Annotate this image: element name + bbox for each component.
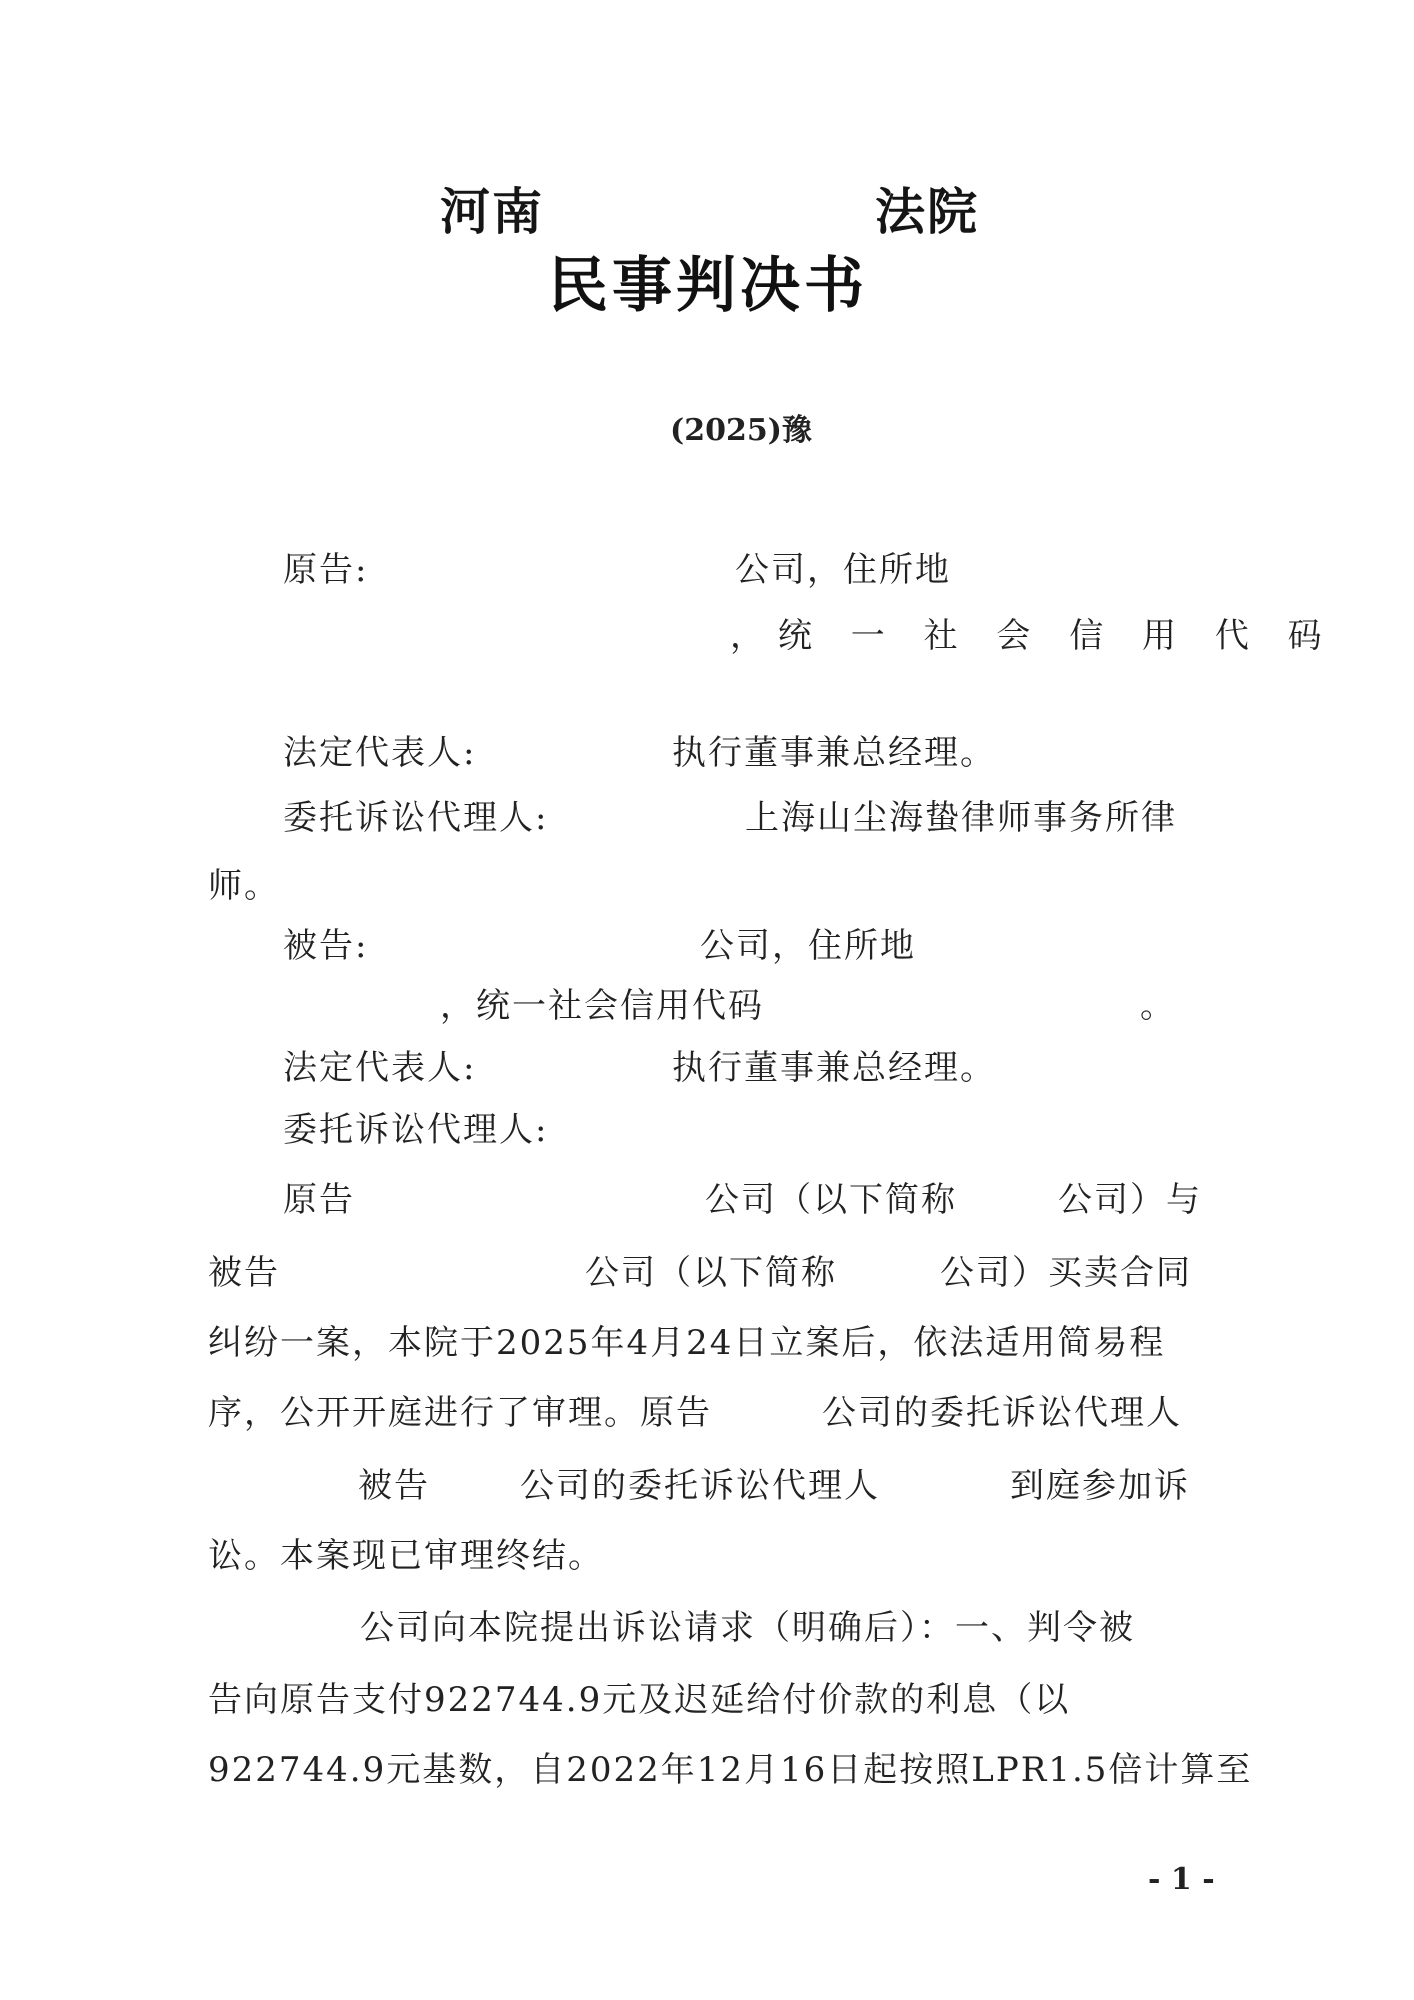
p1-line5-a: 被告: [358, 1466, 430, 1506]
plaintiff-rep-label: 法定代表人:: [283, 733, 477, 773]
p1-line4-b: 公司的委托诉讼代理人: [822, 1393, 1182, 1433]
court-name-right: 法院: [875, 182, 979, 241]
plaintiff-agent-label: 委托诉讼代理人:: [283, 798, 549, 838]
plaintiff-agent-firm: 上海山尘海蛰律师事务所律: [745, 798, 1177, 838]
p1-line1-c: 公司）与: [1058, 1180, 1202, 1220]
court-name-left: 河南: [440, 182, 544, 241]
p1-line1-b: 公司（以下简称: [705, 1180, 957, 1220]
plaintiff-company: 公司，住所地: [735, 550, 951, 590]
p1-line4-a: 序，公开开庭进行了审理。原告: [208, 1393, 712, 1433]
p1-line5-b: 公司的委托诉讼代理人: [520, 1466, 880, 1506]
plaintiff-credit-code: ，统 一 社 会 信 用 代 码: [730, 616, 1336, 656]
p1-line1-a: 原告: [283, 1180, 355, 1220]
p1-line2-c: 公司）买卖合同: [940, 1253, 1192, 1293]
p1-line6: 讼。本案现已审理终结。: [208, 1536, 604, 1576]
defendant-credit-end: 。: [1140, 986, 1176, 1026]
p1-line2-a: 被告: [208, 1253, 280, 1293]
p2-line1: 公司向本院提出诉讼请求（明确后）：一、判令被: [360, 1608, 1135, 1648]
p1-line5-c: 到庭参加诉: [1010, 1466, 1190, 1506]
plaintiff-label: 原告:: [283, 550, 369, 590]
plaintiff-rep-title: 执行董事兼总经理。: [672, 733, 996, 773]
defendant-company: 公司，住所地: [700, 926, 916, 966]
p1-line3: 纠纷一案，本院于2025年4月24日立案后，依法适用简易程: [208, 1323, 1166, 1363]
page-number: - 1 -: [1148, 1862, 1215, 1897]
defendant-credit-code: ，统一社会信用代码: [440, 986, 764, 1026]
p2-line2: 告向原告支付922744.9元及迟延给付价款的利息（以: [208, 1680, 1071, 1720]
case-number: (2025)豫: [670, 413, 812, 448]
defendant-label: 被告:: [283, 926, 369, 966]
document-title: 民事判决书: [548, 251, 868, 321]
p1-line2-b: 公司（以下简称: [585, 1253, 837, 1293]
defendant-rep-title: 执行董事兼总经理。: [672, 1048, 996, 1088]
p2-line3: 922744.9元基数，自2022年12月16日起按照LPR1.5倍计算至: [208, 1750, 1253, 1790]
plaintiff-agent-firm-end: 师。: [208, 866, 280, 906]
defendant-rep-label: 法定代表人:: [283, 1048, 477, 1088]
defendant-agent-label: 委托诉讼代理人:: [283, 1110, 549, 1150]
